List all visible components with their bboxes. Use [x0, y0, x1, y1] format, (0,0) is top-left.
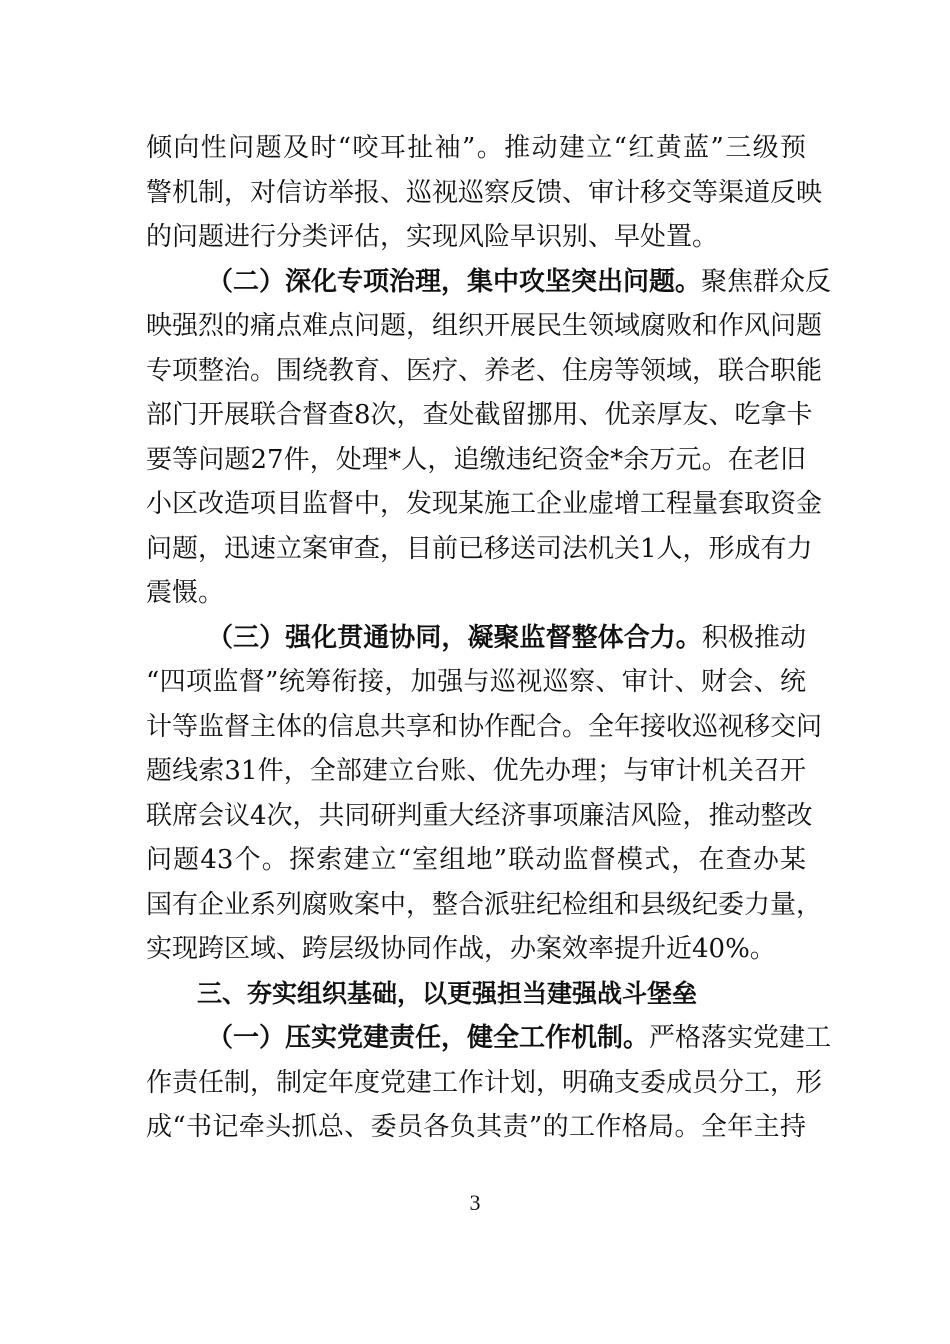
subsection-heading-line [207, 1018, 832, 1058]
body-text: 积极推动 [701, 623, 806, 653]
body-line: 专项整治。围绕教育、医疗、养老、住房等领域，联合职能 [146, 356, 823, 386]
subsection-heading-2: （二）深化专项治理，集中攻坚突出问题。 [207, 267, 702, 297]
body-text: 严格落实党建工 [649, 1023, 832, 1053]
subsection-heading-3: （三）强化贯通协同，凝聚监督整体合力。 [207, 623, 702, 653]
body-line: 小区改造项目监督中，发现某施工企业虚增工程量套取资金 [146, 489, 823, 519]
body-line: 题线索31件，全部建立台账、优先办理；与审计机关召开 [146, 756, 806, 786]
body-line: 警机制，对信访举报、巡视巡察反馈、审计移交等渠道反映 [146, 178, 823, 208]
body-text: 聚焦群众反 [701, 267, 832, 297]
body-line: “四项监督”统筹衔接，加强与巡视巡察、审计、财会、统 [146, 667, 806, 697]
body-line: 国有企业系列腐败案中，整合派驻纪检组和县级纪委力量， [146, 890, 823, 920]
page-number: 3 [469, 1190, 481, 1215]
section-heading: 三、夯实组织基础，以更强担当建强战斗堡垒 [197, 979, 698, 1008]
body-line: 部门开展联合督查8次，查处截留挪用、优亲厚友、吃拿卡 [146, 400, 813, 430]
body-line: 成“书记牵头抓总、委员各负其责”的工作格局。全年主持 [146, 1112, 806, 1142]
subsection-heading-1: （一）压实党建责任，健全工作机制。 [207, 1023, 650, 1053]
body-line: 问题43个。探索建立“室组地”联动监督模式，在查办某 [146, 845, 806, 875]
subsection-heading-line [207, 618, 806, 658]
body-line: 倾向性问题及时“咬耳扯袖”。推动建立“红黄蓝”三级预 [146, 133, 806, 163]
body-line: 计等监督主体的信息共享和协作配合。全年接收巡视移交问 [146, 712, 823, 742]
body-line: 作责任制，制定年度党建工作计划，明确支委成员分工，形 [146, 1068, 823, 1098]
subsection-heading-line [207, 262, 832, 302]
body-line: 问题，迅速立案审查，目前已移送司法机关1人，形成有力 [146, 534, 813, 564]
body-line: 震慑。 [146, 578, 225, 608]
body-line: 要等问题27件，处理*人，追缴违纪资金*余万元。在老旧 [146, 445, 806, 475]
body-line: 联席会议4次，共同研判重大经济事项廉洁风险，推动整改 [146, 801, 813, 831]
body-line: 映强烈的痛点难点问题，组织开展民生领域腐败和作风问题 [146, 311, 823, 341]
body-line: 的问题进行分类评估，实现风险早识别、早处置。 [146, 222, 719, 252]
body-line: 实现跨区域、跨层级协同作战，办案效率提升近40%。 [146, 934, 776, 964]
